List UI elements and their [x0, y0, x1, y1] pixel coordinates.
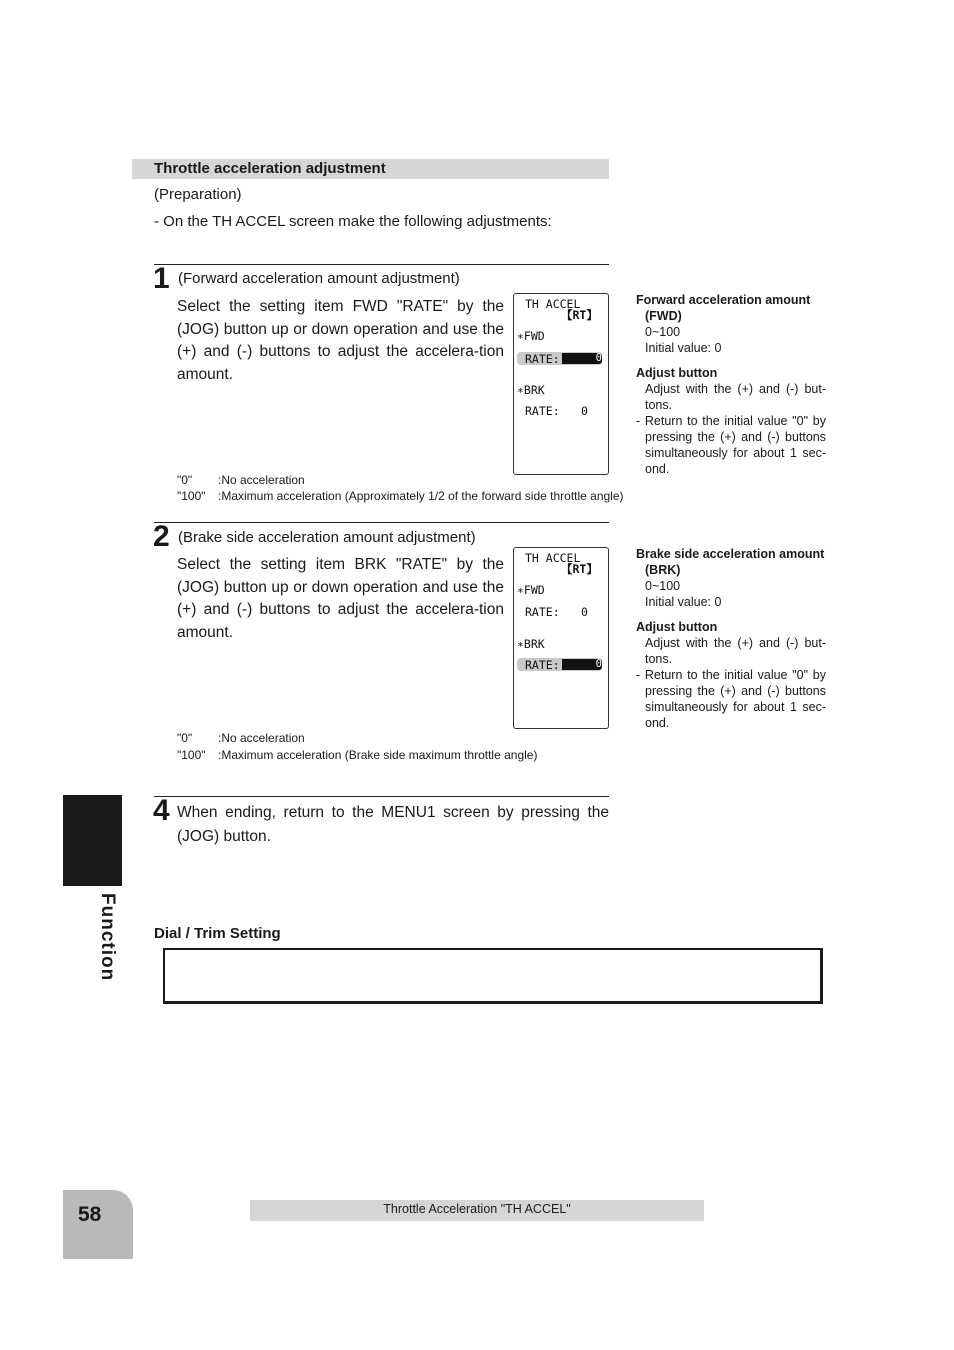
- preparation-instruction: - On the TH ACCEL screen make the following adjustments:: [154, 213, 552, 230]
- lcd-brk-item: ∗BRK: [517, 637, 545, 651]
- preparation-label: (Preparation): [154, 186, 242, 203]
- step-1-divider: [154, 264, 609, 265]
- sidebar-brk-reset-text: - Return to the initial value "0" by pressing the (+) and (-) buttons simultaneously for about 1 sec-ond.: [636, 668, 826, 730]
- sidebar-brk-adjust-title: Adjust button: [636, 620, 718, 634]
- lcd-fwd-item: ∗FWD: [517, 583, 545, 597]
- sidebar-fwd-adjust-title: Adjust button: [636, 366, 718, 380]
- step-2-note-0: [177, 731, 305, 745]
- sidebar-brk-title: Brake side acceleration amount: [636, 547, 825, 561]
- note-key: "0": [177, 473, 193, 487]
- dial-trim-title: Dial / Trim Setting: [154, 925, 281, 942]
- step-2-heading: (Brake side acceleration amount adjustment): [178, 529, 476, 546]
- lcd-brk-rate-value: 0: [581, 404, 588, 418]
- lcd-brk-rate-label: RATE:: [525, 404, 560, 418]
- step-1-note-1: [177, 489, 624, 503]
- lcd-brk-rate-label: RATE:: [525, 658, 560, 672]
- note-text: :Maximum acceleration (Brake side maximum throttle angle): [218, 748, 538, 762]
- note-key: "0": [177, 731, 193, 745]
- sidebar-fwd-reset-text: - Return to the initial value "0" by pressing the (+) and (-) buttons simultaneously for about 1 sec-ond.: [636, 414, 826, 476]
- step-2-note-1: [177, 748, 537, 762]
- chapter-tab: [63, 795, 122, 886]
- lcd-title: TH ACCEL: [525, 297, 581, 311]
- footer-text: Throttle Acceleration "TH ACCEL": [383, 1202, 571, 1216]
- sidebar-brk: [636, 546, 826, 731]
- sidebar-brk-range: 0~100: [645, 579, 681, 593]
- step-4-body: When ending, return to the MENU1 screen by pressing the (JOG) button.: [177, 804, 609, 845]
- step-2-body: Select the setting item BRK "RATE" by the (JOG) button up or down operation and use the (+) and (-) buttons to adjust the accelera-tion amount.: [177, 556, 504, 641]
- step-1-number: 1: [153, 262, 170, 295]
- dial-trim-box: [163, 948, 823, 1004]
- sidebar-fwd-adjust-text: Adjust with the (+) and (-) but-tons.: [645, 382, 826, 412]
- sidebar-fwd-code: (FWD): [645, 309, 682, 323]
- lcd-brk-item: ∗BRK: [517, 383, 545, 397]
- step-1-body: Select the setting item FWD "RATE" by the (JOG) button up or down operation and use the (+) and (-) buttons to adjust the accelera-tion amount.: [177, 298, 504, 383]
- lcd-fwd-item: ∗FWD: [517, 329, 545, 343]
- page-number: 58: [78, 1203, 102, 1226]
- lcd-fwd-rate-label: RATE:: [525, 605, 560, 619]
- sidebar-brk-adjust-text: Adjust with the (+) and (-) but-tons.: [645, 636, 826, 666]
- sidebar-fwd: [636, 292, 826, 477]
- lcd-fwd-rate-value: 0: [581, 605, 588, 619]
- section-title: Throttle acceleration adjustment: [154, 160, 386, 177]
- lcd-fwd-rate-value: 0: [562, 353, 602, 364]
- sidebar-brk-code: (BRK): [645, 563, 681, 577]
- lcd-fwd-rate-label: RATE:: [525, 352, 560, 366]
- step-2-number: 2: [153, 520, 170, 553]
- note-text: :No acceleration: [218, 731, 305, 745]
- lcd-brk-rate-value: 0: [562, 659, 602, 670]
- lcd-title: TH ACCEL: [525, 551, 581, 565]
- step-4-number: 4: [153, 794, 170, 827]
- note-text: :No acceleration: [218, 473, 305, 487]
- sidebar-fwd-initial: Initial value: 0: [645, 341, 722, 355]
- step-4-divider: [154, 796, 609, 797]
- lcd-screen-brk: [513, 547, 609, 729]
- sidebar-fwd-title: Forward acceleration amount: [636, 293, 811, 307]
- sidebar-brk-initial: Initial value: 0: [645, 595, 722, 609]
- lcd-mode: 【RT】: [561, 308, 598, 322]
- chapter-label: Function: [97, 893, 118, 982]
- lcd-screen-fwd: [513, 293, 609, 475]
- note-key: "100": [177, 489, 206, 503]
- sidebar-fwd-range: 0~100: [645, 325, 681, 339]
- lcd-mode: 【RT】: [561, 562, 598, 576]
- note-text: :Maximum acceleration (Approximately 1/2 of the forward side throttle angle): [218, 489, 624, 503]
- step-1-heading: (Forward acceleration amount adjustment): [178, 270, 460, 287]
- step-2-divider: [154, 522, 609, 523]
- note-key: "100": [177, 748, 206, 762]
- step-1-note-0: [177, 473, 305, 487]
